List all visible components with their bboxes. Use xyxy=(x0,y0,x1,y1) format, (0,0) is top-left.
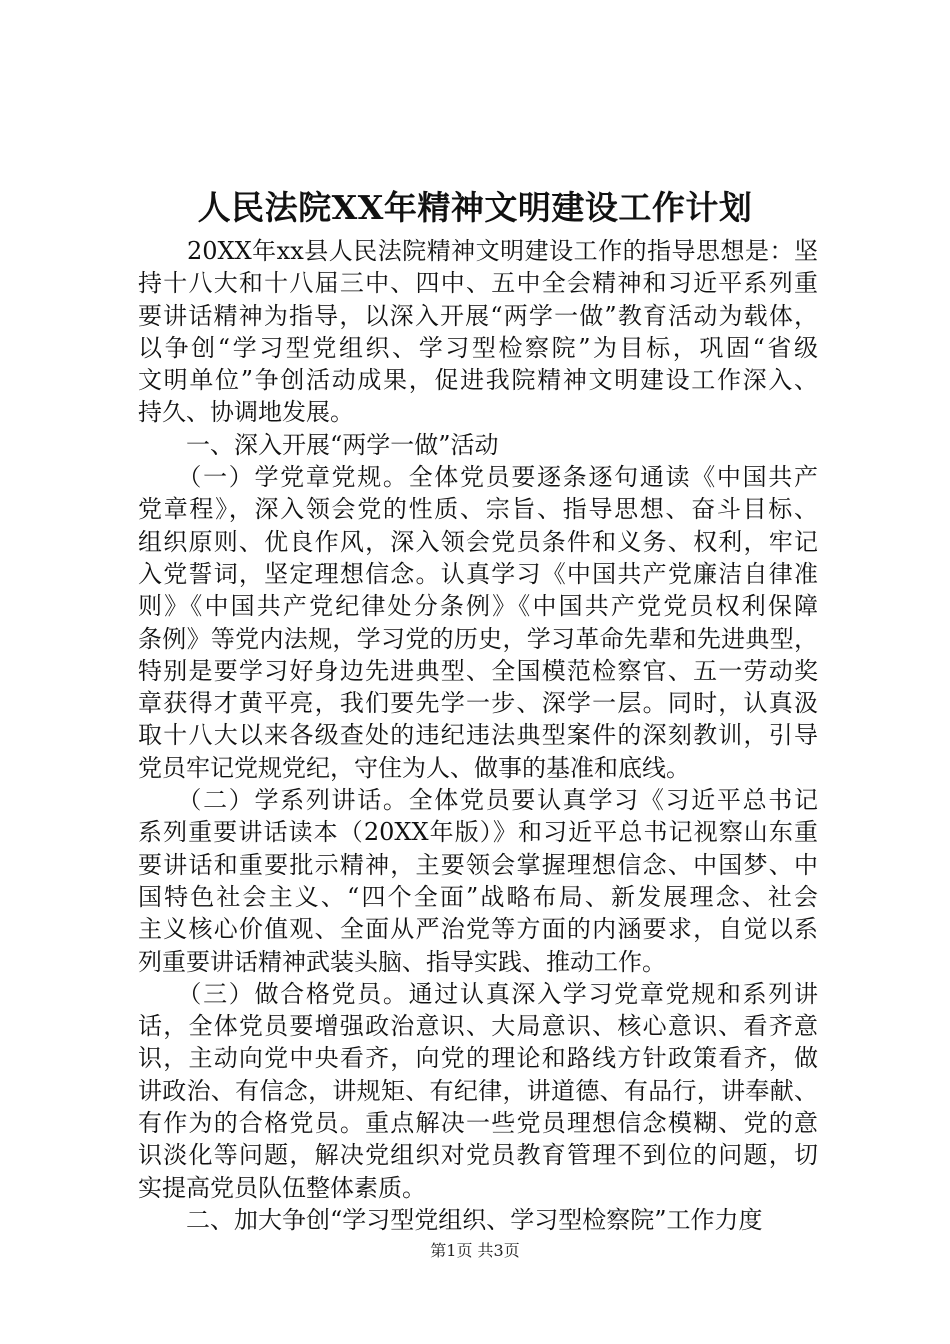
body-line: （二）学系列讲话。全体党员要认真学习《习近平总书记 xyxy=(138,786,818,815)
body-line: 有作为的合格党员。重点解决一些党员理想信念模糊、党的意 xyxy=(138,1109,818,1138)
body-line: 列重要讲话精神武装头脑、指导实践、推动工作。 xyxy=(138,947,666,976)
body-line: 条例》等党内法规，学习党的历史，学习革命先辈和先进典型， xyxy=(138,624,818,653)
body-line: 讲政治、有信念，讲规矩、有纪律，讲道德、有品行，讲奉献、 xyxy=(138,1076,818,1105)
body-line: 特别是要学习好身边先进典型、全国模范检察官、五一劳动奖 xyxy=(138,656,818,685)
body-line: 持十八大和十八届三中、四中、五中全会精神和习近平系列重 xyxy=(138,269,818,298)
body-line: 以争创“学习型党组织、学习型检察院”为目标，巩固“省级 xyxy=(138,333,818,362)
document-body xyxy=(138,235,818,1236)
body-line: 取十八大以来各级查处的违纪违法典型案件的深刻教训，引导 xyxy=(138,721,818,750)
body-line: 章获得才黄平亮，我们要先学一步、深学一层。同时，认真汲 xyxy=(138,689,818,718)
body-line: 要讲话和重要批示精神，主要领会掌握理想信念、中国梦、中 xyxy=(138,850,818,879)
document-title: 人民法院XX年精神文明建设工作计划 xyxy=(197,188,753,227)
body-line: 一、深入开展“两学一做”活动 xyxy=(138,430,499,459)
body-line: 系列重要讲话读本（20XX年版）》和习近平总书记视察山东重 xyxy=(138,818,818,847)
body-line: 识淡化等问题，解决党组织对党员教育管理不到位的问题，切 xyxy=(138,1141,818,1170)
body-line: 持久、协调地发展。 xyxy=(138,398,354,427)
body-line: 组织原则、优良作风，深入领会党员条件和义务、权利，牢记 xyxy=(138,527,818,556)
page-footer: 第1页 共3页 xyxy=(430,1241,520,1260)
body-line: （一）学党章党规。全体党员要逐条逐句通读《中国共产 xyxy=(138,463,818,492)
body-line: 话，全体党员要增强政治意识、大局意识、核心意识、看齐意 xyxy=(138,1012,818,1041)
body-line: 党章程》，深入领会党的性质、宗旨、指导思想、奋斗目标、 xyxy=(138,495,818,524)
body-line: 20XX年xx县人民法院精神文明建设工作的指导思想是：坚 xyxy=(138,237,818,265)
body-line: 则》《中国共产党纪律处分条例》《中国共产党党员权利保障 xyxy=(138,592,818,621)
body-line: 实提高党员队伍整体素质。 xyxy=(138,1173,426,1202)
body-line: 文明单位”争创活动成果，促进我院精神文明建设工作深入、 xyxy=(138,366,818,395)
body-line: 国特色社会主义、“四个全面”战略布局、新发展理念、社会 xyxy=(138,882,818,911)
body-line: 要讲话精神为指导，以深入开展“两学一做”教育活动为载体， xyxy=(138,301,818,330)
body-line: （三）做合格党员。通过认真深入学习党章党规和系列讲 xyxy=(138,979,818,1008)
body-line: 主义核心价值观、全面从严治党等方面的内涵要求，自觉以系 xyxy=(138,915,818,944)
body-line: 识，主动向党中央看齐，向党的理论和路线方针政策看齐，做 xyxy=(138,1044,818,1073)
body-line: 二、加大争创“学习型党组织、学习型检察院”工作力度 xyxy=(138,1205,763,1234)
body-line: 党员牢记党规党纪，守住为人、做事的基准和底线。 xyxy=(138,753,690,782)
body-line: 入党誓词，坚定理想信念。认真学习《中国共产党廉洁自律准 xyxy=(138,559,818,588)
